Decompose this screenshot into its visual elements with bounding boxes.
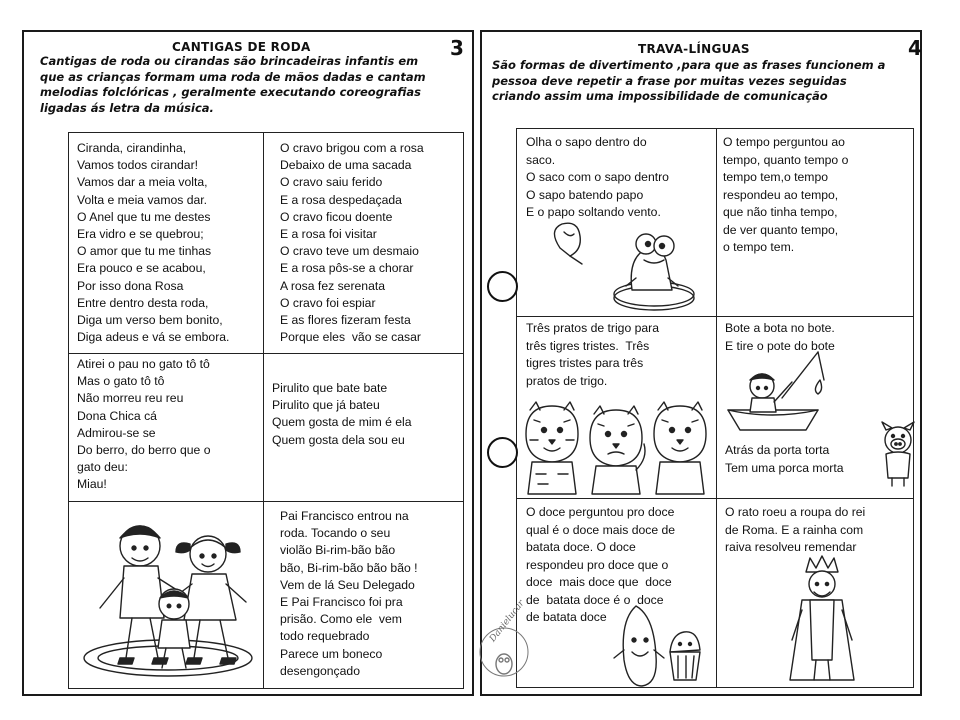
twister-porca: Atrás da porta torta Tem uma porca morta — [725, 443, 844, 475]
right-page — [480, 30, 922, 696]
section-intro: São formas de divertimento ,para que as frases funcionem a pessoa deve repetir a frase por muitas vezes seguidas criando assim uma impossibilidade de comunicação — [492, 58, 886, 103]
page-number: 3 — [450, 36, 464, 60]
left-page — [22, 30, 474, 696]
song-pirulito: Pirulito que bate bate Pirulito que já bateu Quem gosta de mim é ela Quem gosta dela sou eu — [272, 381, 412, 447]
page-number: 4 — [908, 36, 922, 60]
twister-pratos: Três pratos de trigo para três tigres tristes. Três tigres tristes para três pratos de trigo. — [526, 321, 659, 388]
tigers-illustration — [520, 400, 714, 496]
children-dancing-illustration — [80, 508, 256, 688]
song-pai-francisco: Pai Francisco entrou na roda. Tocando o seu violão Bi-rim-bão bão bão, Bi-rim-bão bão bão ! Vem de lá Seu Delegado E Pai Francisco foi pra prisão. Como ele vem todo requebrado Parece um boneco desengonçado — [280, 509, 418, 678]
watermark-text: Danielucar — [488, 598, 527, 645]
boy-fishing-illustration — [722, 350, 852, 436]
section-title: TRAVA-LÍNGUAS — [638, 42, 750, 56]
king-illustration — [782, 556, 862, 688]
twister-sapo: Olha o sapo dentro do saco. O saco com o sapo dentro O sapo batendo papo E o papo soltando vento. — [526, 135, 669, 219]
twister-bota: Bote a bota no bote. E tire o pote do bote — [725, 321, 835, 353]
song-atirei-o-pau: Atirei o pau no gato tô tô Mas o gato tô tô Não morreu reu reu Dona Chica cá Admirou-se se Do berro, do berro que o gato deu: Miau! — [77, 357, 211, 492]
punch-hole-right-top — [487, 271, 518, 302]
section-intro: Cantigas de roda ou cirandas são brincadeiras infantis em que as crianças formam uma roda de mãos dadas e cantam melodias folclóricas , geralmente executando coreografias ligadas ás letra da música. — [40, 54, 426, 115]
song-cravo: O cravo brigou com a rosa Debaixo de uma sacada O cravo saiu ferido E a rosa despedaçada O cravo ficou doente E a rosa foi visitar O cravo teve um desmaio E a rosa pôs-se a chorar A rosa fez serenata O cravo foi espiar E as flores fizeram festa Porque eles vão se casar — [280, 141, 424, 345]
frog-illustration — [542, 220, 702, 314]
song-ciranda: Ciranda, cirandinha, Vamos todos cirandar! Vamos dar a meia volta, Volta e meia vamos dar. O Anel que tu me destes Era vidro e se quebrou; O amor que tu me tinhas Era pouco e se acabou, Por isso dona Rosa Entre dentro desta roda, Diga um verso bem bonito, Diga adeus e vá se embora. — [77, 141, 230, 345]
sweets-illustration — [612, 600, 712, 690]
punch-hole-right-bottom — [487, 437, 518, 468]
section-title: CANTIGAS DE RODA — [172, 40, 311, 54]
twister-doce: O doce perguntou pro doce qual é o doce mais doce de batata doce. O doce respondeu pro doce que o doce mais doce que doce de batata doce é o doce de batata doce — [526, 505, 676, 624]
pig-illustration — [878, 422, 918, 488]
twister-rato: O rato roeu a roupa do rei de Roma. E a rainha com raiva resolveu remendar — [725, 505, 866, 554]
twister-tempo: O tempo perguntou ao tempo, quanto tempo o tempo tem,o tempo respondeu ao tempo, que não tinha tempo, de ver quanto tempo, o tempo tem. — [723, 135, 849, 254]
